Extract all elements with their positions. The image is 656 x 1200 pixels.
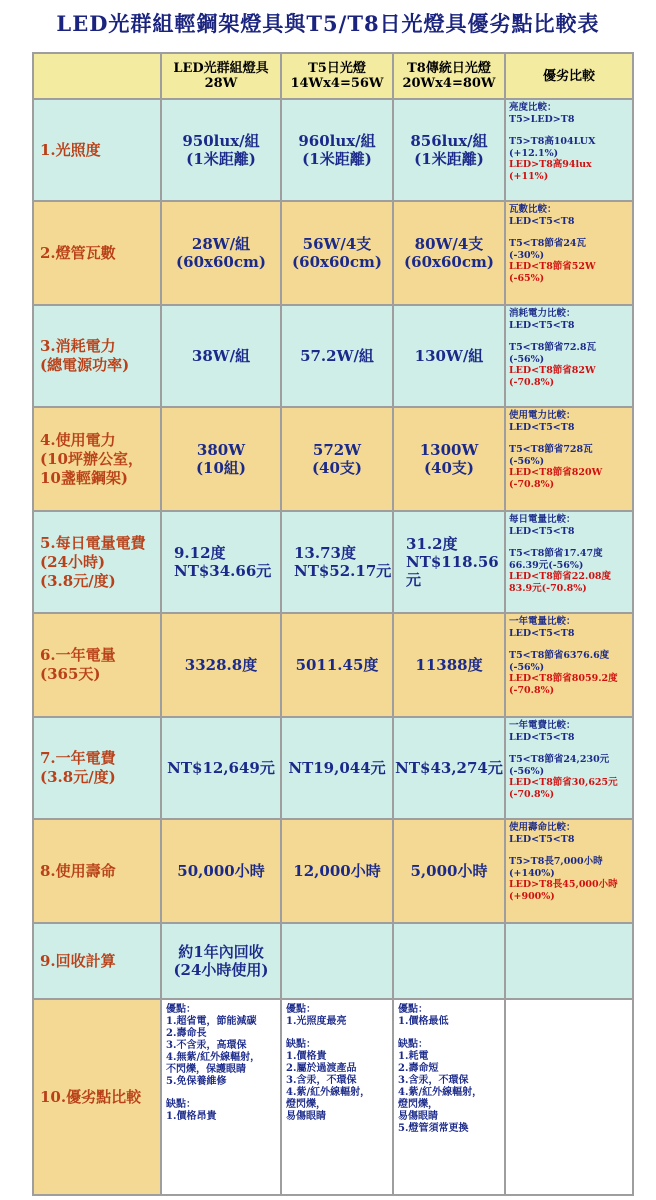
compare-line: (-56%) (509, 765, 545, 777)
row-label (33, 819, 161, 923)
t5-value-cell (281, 305, 393, 407)
t5-value-cell (281, 613, 393, 717)
text-line: (40支) (423, 459, 475, 477)
table-row (33, 923, 633, 999)
compare-line: T5<T8節省728瓦 (509, 444, 593, 455)
pros-cons-line: 4.紫/紅外線輻射， (398, 1087, 483, 1098)
t8-value-cell (393, 99, 505, 201)
text-line: 856lux/組 (410, 132, 488, 150)
text-line: (1米距離) (302, 150, 372, 168)
compare-line (509, 125, 629, 136)
text-line: 3.消耗電力 (40, 337, 116, 355)
pros-cons-line: 優點： (398, 1004, 428, 1015)
text-line: 10盞輕鋼架) (40, 468, 128, 487)
text-line: (10組) (195, 459, 247, 477)
led-value-cell (161, 407, 281, 511)
text-line: NT$43,274元 (395, 759, 503, 777)
compare-cell (505, 99, 633, 201)
t8-value-cell (393, 305, 505, 407)
text-line: 5011.45度 (295, 656, 379, 674)
compare-line: (-30%) (509, 249, 545, 261)
pros-cons-line: 缺點： (286, 1039, 316, 1050)
text-line: 12,000小時 (293, 862, 381, 880)
pros-cons-line (286, 1028, 388, 1039)
compare-line: T5<T8節省24,230元 (509, 754, 610, 765)
text-line: NT$52.17元 (294, 562, 392, 580)
compare-line (509, 537, 629, 548)
compare-line: 亮度比較： (509, 102, 557, 113)
compare-line: (-70.8%) (509, 478, 555, 490)
pros-cons-line: 4.紫/紅外線輻射， (286, 1087, 371, 1098)
text-line: (1米距離) (186, 150, 256, 168)
header-row (33, 53, 633, 99)
t5-value-cell (281, 407, 393, 511)
compare-line: (-70.8%) (509, 376, 555, 388)
compare-line (509, 639, 629, 650)
text-line: NT19,044元 (288, 759, 386, 777)
t5-value-cell (281, 201, 393, 305)
pros-cons-line: 1.價格貴 (286, 1051, 327, 1062)
row-label (33, 201, 161, 305)
text-line: NT$12,649元 (167, 759, 275, 777)
pros-cons-line (166, 1088, 276, 1099)
text-line: 6.一年電量 (40, 646, 116, 664)
text-line: 5.每日電量電費 (40, 533, 146, 552)
compare-cell (505, 613, 633, 717)
t5-pros-cell (281, 999, 393, 1195)
text-line: 9.12度 (174, 544, 226, 562)
text-line: (3.8元/度) (40, 571, 116, 590)
header-led: LED光群組燈具 28W (161, 53, 281, 99)
row-label (33, 613, 161, 717)
pros-cons-line: 易傷眼睛 (286, 1111, 326, 1122)
compare-cell (505, 511, 633, 613)
compare-line (509, 227, 629, 238)
compare-line: T5<T8節省6376.6度 (509, 650, 610, 661)
pros-cons-line: 1.價格最低 (398, 1016, 449, 1027)
text-line: (365天) (40, 665, 101, 683)
led-pros-cell (161, 999, 281, 1195)
led-value-cell (161, 511, 281, 613)
compare-line: (-65%) (509, 272, 545, 284)
compare-line: T5>T8高104LUX (509, 136, 596, 147)
compare-line: T5<T8節省24瓦 (509, 238, 587, 249)
header-t8: T8傳統日光燈 20Wx4=80W (393, 53, 505, 99)
text-line: (60x60cm) (176, 253, 266, 271)
compare-line (509, 433, 629, 444)
compare-line: (-70.8%) (509, 788, 555, 800)
pros-cons-line: 1.耗電 (398, 1051, 429, 1062)
text-line: (24小時使用) (173, 961, 269, 979)
compare-line: (+140%) (509, 867, 555, 879)
row-label (33, 999, 161, 1195)
t5-value-cell (281, 99, 393, 201)
compare-cell (505, 201, 633, 305)
text-line: 1.光照度 (40, 140, 101, 159)
table-row (33, 305, 633, 407)
text-line: 38W/組 (191, 347, 251, 365)
compare-line: 一年電費比較： (509, 720, 576, 731)
text-line: 4.使用電力 (40, 430, 116, 449)
pros-cons-line: 優點： (286, 1004, 316, 1015)
pros-cons-line: 3.含汞，不環保 (398, 1075, 469, 1086)
compare-line: LED<T8節省22.08度 (509, 571, 612, 582)
row-label (33, 717, 161, 819)
compare-line (509, 743, 629, 754)
text-line: (3.8元/度) (40, 768, 116, 786)
text-line: 約1年內回收 (178, 943, 264, 961)
text-line: (24小時) (40, 552, 106, 571)
table-row (33, 99, 633, 201)
text-line: 960lux/組 (298, 132, 376, 150)
pros-cons-line (398, 1028, 500, 1039)
compare-line: LED<T5<T8 (509, 731, 575, 743)
pros-cons-line: 5.免保養維修 (166, 1076, 227, 1087)
t5-value-cell (281, 717, 393, 819)
compare-line: LED<T8節省30,625元 (509, 777, 618, 788)
led-value-cell (161, 99, 281, 201)
compare-cell (505, 999, 633, 1195)
row-label (33, 511, 161, 613)
table-row (33, 613, 633, 717)
text-line: 80W/4支 (414, 235, 484, 253)
compare-line: (-56%) (509, 353, 545, 365)
text-line: (10坪辦公室， (40, 449, 143, 468)
t5-value-cell (281, 511, 393, 613)
compare-line: T5>LED>T8 (509, 113, 575, 125)
t8-value-cell (393, 511, 505, 613)
pros-cons-line: 1.價格昂貴 (166, 1111, 217, 1122)
compare-line: 每日電量比較： (509, 514, 576, 525)
compare-line: 消耗電力比較： (509, 308, 576, 319)
row-label (33, 407, 161, 511)
compare-line: T5<T8節省72.8瓦 (509, 342, 596, 353)
pros-cons-line: 優點： (166, 1004, 196, 1015)
table-row (33, 999, 633, 1195)
pros-cons-line: 1.光照度最亮 (286, 1016, 347, 1027)
text-line: 57.2W/組 (300, 347, 374, 365)
compare-line: 使用電力比較： (509, 410, 576, 421)
text-line: NT$34.66元 (174, 562, 272, 580)
text-line: 9.回收計算 (40, 951, 116, 970)
pros-cons-line: 缺點： (398, 1039, 428, 1050)
pros-cons-line: 燈閃爍， (398, 1099, 438, 1110)
t8-value-cell (393, 201, 505, 305)
comparison-table (32, 52, 634, 1196)
compare-line: (-70.8%) (509, 684, 555, 696)
led-value-cell (161, 717, 281, 819)
text-line: 56W/4支 (302, 235, 372, 253)
text-line: 1300W (419, 441, 479, 459)
table-row (33, 201, 633, 305)
compare-line: LED<T5<T8 (509, 215, 575, 227)
text-line: 572W (312, 441, 362, 459)
text-line: 8.使用壽命 (40, 861, 116, 880)
compare-line: (+900%) (509, 890, 555, 902)
text-line: (1米距離) (414, 150, 484, 168)
text-line: 7.一年電費 (40, 749, 116, 767)
header-compare: 優劣比較 (505, 53, 633, 99)
text-line: 10.優劣點比較 (40, 1087, 142, 1106)
pros-cons-line: 2.壽命長 (166, 1028, 207, 1039)
pros-cons-line: 5.燈管須常更換 (398, 1123, 469, 1134)
pros-cons-line: 易傷眼睛 (398, 1111, 438, 1122)
led-value-cell (161, 201, 281, 305)
table-row (33, 511, 633, 613)
compare-line: 66.39元(-56%) (509, 559, 584, 571)
compare-cell (505, 407, 633, 511)
t8-value-cell (393, 923, 505, 999)
t8-value-cell (393, 613, 505, 717)
compare-line (509, 331, 629, 342)
pros-cons-line: 4.無紫/紅外線輻射， (166, 1052, 261, 1063)
table-row (33, 717, 633, 819)
compare-line: LED<T5<T8 (509, 627, 575, 639)
compare-line: LED<T5<T8 (509, 833, 575, 845)
compare-line: LED>T8高94lux (509, 159, 592, 170)
compare-line: LED<T8節省820W (509, 467, 603, 478)
compare-cell (505, 819, 633, 923)
pros-cons-line: 3.含汞，不環保 (286, 1075, 357, 1086)
text-line: 950lux/組 (182, 132, 260, 150)
compare-line (509, 845, 629, 856)
compare-cell (505, 717, 633, 819)
compare-line: LED<T8節省8059.2度 (509, 673, 618, 684)
led-value-cell (161, 819, 281, 923)
t8-value-cell (393, 819, 505, 923)
compare-line: LED<T8節省82W (509, 365, 596, 376)
t8-value-cell (393, 407, 505, 511)
pros-cons-line: 不閃爍，保護眼睛 (166, 1064, 246, 1075)
text-line: (總電源功率) (40, 356, 130, 374)
t5-value-cell (281, 923, 393, 999)
text-line: 380W (196, 441, 246, 459)
compare-line: 瓦數比較： (509, 204, 557, 215)
compare-line: 83.9元(-70.8%) (509, 582, 587, 594)
pros-cons-line: 3.不含汞，高環保 (166, 1040, 247, 1051)
text-line: 13.73度 (294, 544, 356, 562)
text-line: (60x60cm) (292, 253, 382, 271)
compare-line: 使用壽命比較： (509, 822, 576, 833)
row-label (33, 923, 161, 999)
pros-cons-line: 2.屬於過渡產品 (286, 1063, 357, 1074)
compare-line: 一年電量比較： (509, 616, 576, 627)
text-line: (40支) (311, 459, 363, 477)
text-line: 5,000小時 (410, 862, 488, 880)
text-line: (60x60cm) (404, 253, 494, 271)
compare-line: T5<T8節省17.47度 (509, 548, 603, 559)
page-title: LED光群組輕鋼架燈具與T5/T8日光燈具優劣點比較表 (56, 11, 600, 36)
led-value-cell (161, 923, 281, 999)
led-value-cell (161, 305, 281, 407)
text-line: 50,000小時 (177, 862, 265, 880)
compare-line: (+12.1%) (509, 147, 559, 159)
pros-cons-line: 1.超省電，節能減碳 (166, 1016, 257, 1027)
led-value-cell (161, 613, 281, 717)
header-t5: T5日光燈 14Wx4=56W (281, 53, 393, 99)
compare-line: LED<T5<T8 (509, 525, 575, 537)
text-line: 28W/組 (191, 235, 251, 253)
pros-cons-line: 燈閃爍， (286, 1099, 326, 1110)
compare-cell (505, 923, 633, 999)
t5-value-cell (281, 819, 393, 923)
row-label (33, 305, 161, 407)
compare-cell (505, 305, 633, 407)
text-line: NT$118.56元 (406, 553, 499, 589)
text-line: 31.2度 (406, 535, 458, 553)
compare-line: (-56%) (509, 661, 545, 673)
compare-line: LED<T5<T8 (509, 319, 575, 331)
t8-value-cell (393, 717, 505, 819)
compare-line: (-56%) (509, 455, 545, 467)
text-line: 2.燈管瓦數 (40, 243, 116, 262)
compare-line: LED>T8長45,000小時 (509, 879, 618, 890)
compare-line: LED<T5<T8 (509, 421, 575, 433)
text-line: 3328.8度 (184, 656, 258, 674)
text-line: 11388度 (415, 656, 483, 674)
t8-pros-cell (393, 999, 505, 1195)
compare-line: (+11%) (509, 170, 549, 182)
pros-cons-line: 缺點： (166, 1099, 196, 1110)
table-row (33, 407, 633, 511)
text-line: 130W/組 (414, 347, 484, 365)
compare-line: LED<T8節省52W (509, 261, 596, 272)
pros-cons-line: 2.壽命短 (398, 1063, 439, 1074)
compare-line: T5>T8長7,000小時 (509, 856, 603, 867)
row-label (33, 99, 161, 201)
header-corner (33, 53, 161, 99)
table-row (33, 819, 633, 923)
